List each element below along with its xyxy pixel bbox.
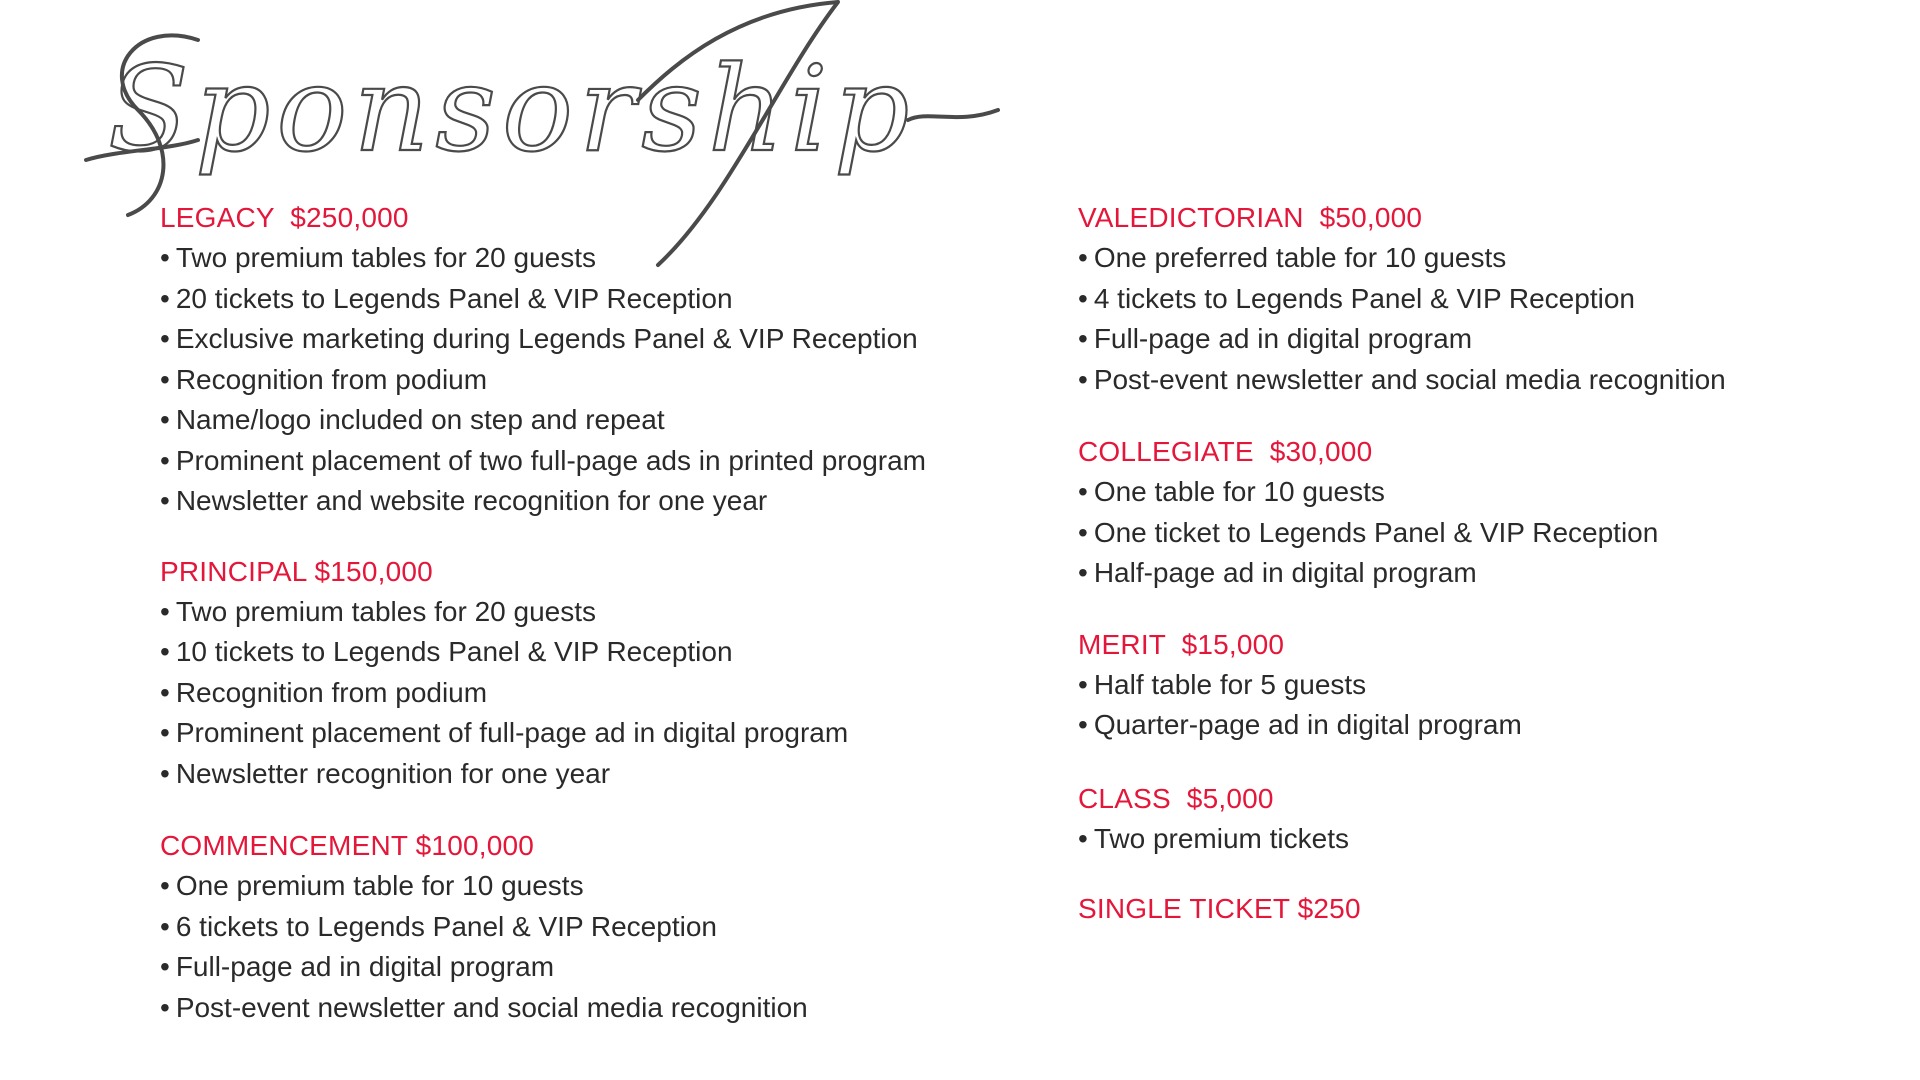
benefit-text: Newsletter recognition for one year: [175, 757, 611, 789]
tier-price: $250,000: [290, 202, 409, 233]
right-column: [1078, 198, 1898, 929]
benefit-list: [160, 866, 1020, 1028]
tier-principal: [160, 552, 1020, 795]
benefit-item: • One premium table for 10 guests: [160, 870, 584, 901]
benefit-text: Full-page ad in digital program: [175, 951, 555, 982]
tier-name: LEGACY: [160, 202, 275, 233]
benefit-text: Full-page ad in digital program: [1093, 323, 1473, 354]
tier-price: $50,000: [1319, 202, 1423, 233]
benefit-item: • Quarter-page ad in digital program: [1078, 709, 1522, 740]
benefit-item: • Two premium tickets: [1078, 822, 1349, 854]
benefit-item: • 20 tickets to Legends Panel & VIP Reception: [160, 282, 733, 314]
benefit-text: Exclusive marketing during Legends Panel & VIP Reception: [175, 323, 918, 354]
benefit-item: • Post-event newsletter and social media recognition: [1078, 363, 1726, 395]
tier-class: [1078, 779, 1898, 860]
benefit-text: Quarter-page ad in digital program: [1093, 709, 1522, 740]
benefit-text: Post-event newsletter and social media recognition: [175, 991, 808, 1023]
benefit-text: Half table for 5 guests: [1093, 668, 1367, 700]
tier-heading: [160, 826, 1020, 866]
benefit-text: One table for 10 guests: [1093, 476, 1385, 507]
benefit-text: 4 tickets to Legends Panel & VIP Reception: [1093, 282, 1635, 314]
benefit-item: • Two premium tables for 20 guests: [160, 595, 597, 627]
benefit-text: Half-page ad in digital program: [1093, 557, 1477, 588]
tier-name: MERIT: [1078, 628, 1166, 660]
tier-price: $15,000: [1181, 628, 1285, 660]
tier-merit: [1078, 625, 1898, 746]
tier-heading: [160, 198, 1020, 238]
benefit-item: • 10 tickets to Legends Panel & VIP Reception: [160, 636, 733, 667]
tier-valedictorian: [1078, 198, 1898, 400]
benefit-text: Two premium tickets: [1093, 822, 1349, 854]
benefit-item: • One table for 10 guests: [1078, 476, 1385, 507]
benefit-item: • Prominent placement of two full-page ads in printed program: [160, 444, 926, 476]
benefit-list: [1078, 472, 1898, 594]
tier-heading: [160, 552, 1020, 592]
benefit-item: • Newsletter and website recognition for one year: [160, 485, 768, 516]
benefit-item: • 6 tickets to Legends Panel & VIP Reception: [160, 910, 717, 942]
tier-heading: [1078, 889, 1898, 929]
tier-price: $150,000: [314, 555, 433, 587]
benefit-text: Two premium tables for 20 guests: [175, 242, 597, 273]
benefit-item: • Recognition from podium: [160, 676, 488, 708]
tier-name: SINGLE TICKET: [1078, 893, 1290, 924]
benefit-text: One preferred table for 10 guests: [1093, 242, 1507, 273]
tier-heading: [1078, 779, 1898, 819]
tier-name: COLLEGIATE: [1078, 436, 1254, 467]
benefit-item: • Half table for 5 guests: [1078, 668, 1367, 700]
benefit-item: • One preferred table for 10 guests: [1078, 242, 1507, 273]
tier-price: $100,000: [415, 830, 535, 861]
benefit-item: • One ticket to Legends Panel & VIP Reception: [1078, 516, 1659, 548]
tier-name: COMMENCEMENT: [160, 830, 408, 861]
benefit-item: • Name/logo included on step and repeat: [160, 404, 665, 435]
benefit-text: 10 tickets to Legends Panel & VIP Reception: [175, 636, 733, 667]
benefit-list: [160, 592, 1020, 795]
benefit-item: • Prominent placement of full-page ad in digital program: [160, 717, 849, 748]
page-title: Sponsorship: [108, 40, 916, 178]
left-column: [160, 198, 1020, 1028]
benefit-item: • Post-event newsletter and social media recognition: [160, 991, 808, 1023]
tier-legacy: [160, 198, 1020, 522]
tier-heading: [1078, 198, 1898, 238]
tier-single-ticket: [1078, 889, 1898, 929]
benefit-item: • Recognition from podium: [160, 363, 488, 395]
benefit-item: • Newsletter recognition for one year: [160, 757, 611, 789]
benefit-item: • Exclusive marketing during Legends Panel & VIP Reception: [160, 323, 918, 354]
benefit-text: Prominent placement of full-page ad in digital program: [175, 717, 849, 748]
benefit-item: • 4 tickets to Legends Panel & VIP Reception: [1078, 282, 1635, 314]
benefit-list: [1078, 665, 1898, 746]
benefit-text: Name/logo included on step and repeat: [175, 404, 665, 435]
tier-price: $30,000: [1269, 436, 1373, 467]
tier-heading: [1078, 432, 1898, 472]
tier-price: $250: [1297, 893, 1361, 924]
tier-name: PRINCIPAL: [160, 555, 307, 587]
benefit-text: Prominent placement of two full-page ads in printed program: [175, 444, 926, 476]
benefit-text: Two premium tables for 20 guests: [175, 595, 597, 627]
benefit-text: 6 tickets to Legends Panel & VIP Reception: [175, 910, 717, 942]
benefit-list: [1078, 238, 1898, 400]
benefit-text: 20 tickets to Legends Panel & VIP Reception: [175, 282, 733, 314]
benefit-text: One premium table for 10 guests: [175, 870, 584, 901]
benefit-text: Newsletter and website recognition for one year: [175, 485, 768, 516]
benefit-text: One ticket to Legends Panel & VIP Reception: [1093, 516, 1659, 548]
tier-name: CLASS: [1078, 782, 1171, 814]
benefit-list: [160, 238, 1020, 522]
benefit-item: • Full-page ad in digital program: [1078, 323, 1473, 354]
benefit-text: Post-event newsletter and social media recognition: [1093, 363, 1726, 395]
tier-collegiate: [1078, 432, 1898, 594]
tier-price: $5,000: [1186, 782, 1274, 814]
benefit-text: Recognition from podium: [175, 676, 488, 708]
tier-heading: [1078, 625, 1898, 665]
tier-name: VALEDICTORIAN: [1078, 202, 1304, 233]
benefit-item: • Half-page ad in digital program: [1078, 557, 1477, 588]
benefit-text: Recognition from podium: [175, 363, 488, 395]
tier-commencement: [160, 826, 1020, 1028]
benefit-item: • Full-page ad in digital program: [160, 951, 555, 982]
benefit-item: • Two premium tables for 20 guests: [160, 242, 597, 273]
benefit-list: [1078, 819, 1898, 860]
